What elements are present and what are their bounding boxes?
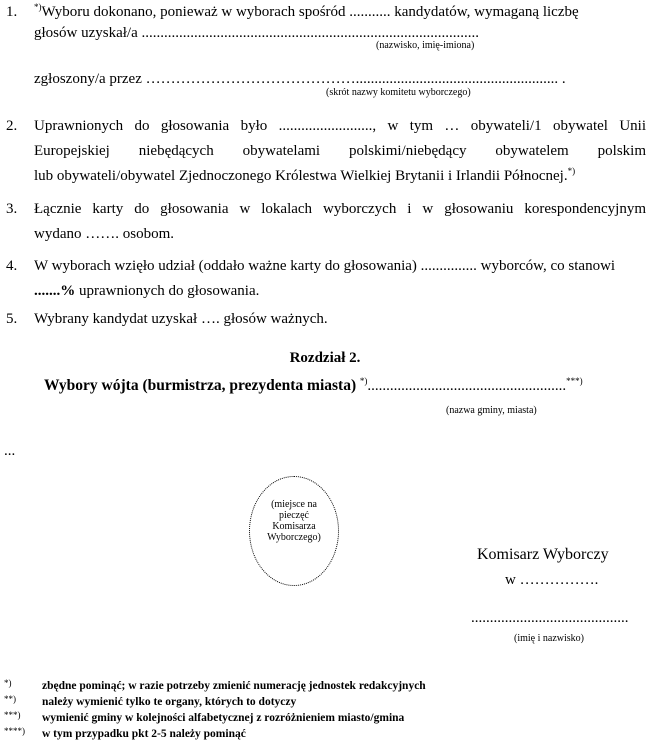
section-subtitle-dots: ..................................................... (367, 378, 567, 394)
section-title: Rozdział 2. (289, 350, 361, 366)
section-subtitle (44, 377, 583, 395)
stamp-line: pieczęć (279, 510, 309, 521)
item-4-number: 4. (6, 258, 18, 274)
item-2-line-3 (34, 168, 575, 185)
footnote-text: w tym przypadku pkt 2-5 należy pominąć (42, 728, 246, 740)
item-3-line-2: wydano ……. osobom. (34, 226, 174, 242)
item-5-line-1: Wybrany kandydat uzyskał …. głosów ważnych. (34, 311, 328, 327)
item-4-text: uprawnionych do głosowania. (75, 283, 260, 299)
stamp-line: Wyborczego) (267, 532, 321, 543)
footnote-ref: *) (567, 166, 576, 176)
item-1-line-2: głosów uzyskał/a .......................................................................................... (34, 25, 479, 41)
item-3-line-1: Łącznie karty do głosowania w lokalach wyborczych i w głosowaniu korespondencyjnym (34, 201, 646, 217)
item-4-line-2 (34, 283, 259, 300)
item-4-line-1: W wyborach wzięło udział (oddało ważne karty do głosowania) ............... wyborców, co stanowi (34, 258, 616, 274)
signature-dots: .......................................... (471, 610, 629, 626)
footnote-mark: ****) (4, 726, 25, 736)
item-2-text: lub obywateli/obywatel Zjednoczonego Królestwa Wielkiej Brytanii i Irlandii Północnej. (34, 168, 568, 184)
item-5-number: 5. (6, 311, 18, 327)
item-3-number: 3. (6, 201, 18, 217)
item-1-text: Wyboru dokonano, ponieważ w wyborach spośród ........... kandydatów, wymaganą liczbę (41, 4, 579, 20)
footnote-mark: **) (4, 694, 16, 704)
item-1-line-3: zgłoszony/a przez ……………………………………...................................................... . (34, 71, 566, 87)
stamp-circle (249, 476, 339, 586)
ellipsis: ... (4, 443, 16, 459)
footnote-text: należy wymienić tylko te organy, których to dotyczy (42, 696, 297, 708)
signature-place: w ……………. (505, 572, 599, 588)
footnote-ref: *) (34, 2, 42, 12)
footnote-mark: *) (4, 678, 12, 688)
stamp-line: Komisarza (272, 521, 316, 532)
item-2-number: 2. (6, 118, 18, 134)
footnote-ref: *) (359, 376, 368, 386)
footnote-text: wymienić gminy w kolejności alfabetycznej z rozróżnieniem miasto/gmina (42, 712, 405, 724)
section-subtitle-text: Wybory wójta (burmistrza, prezydenta miasta) (44, 377, 357, 394)
item-2-line-2: Europejskiej niebędących obywatelami polskimi/niebędący obywatelem polskim (34, 143, 646, 159)
caption-municipality: (nazwa gminy, miasta) (446, 405, 537, 416)
item-1-line-1 (34, 4, 579, 21)
footnote-ref: ***) (566, 376, 583, 386)
stamp-text (250, 499, 338, 543)
caption-signature: (imię i nazwisko) (514, 633, 584, 644)
signature-title: Komisarz Wyborczy (477, 546, 609, 563)
item-1-number: 1. (6, 4, 18, 20)
footnote-mark: ***) (4, 710, 21, 720)
caption-name: (nazwisko, imię-imiona) (376, 40, 475, 51)
caption-committee: (skrót nazwy komitetu wyborczego) (326, 87, 471, 98)
item-2-line-1: Uprawnionych do głosowania było ........................., w tym … obywateli/1 obywatel Unii (34, 118, 646, 134)
stamp-line: (miejsce na (271, 499, 317, 510)
footnote-text: zbędne pominąć; w razie potrzeby zmienić numerację jednostek redakcyjnych (42, 680, 426, 692)
percent-field: .......% (34, 283, 76, 299)
